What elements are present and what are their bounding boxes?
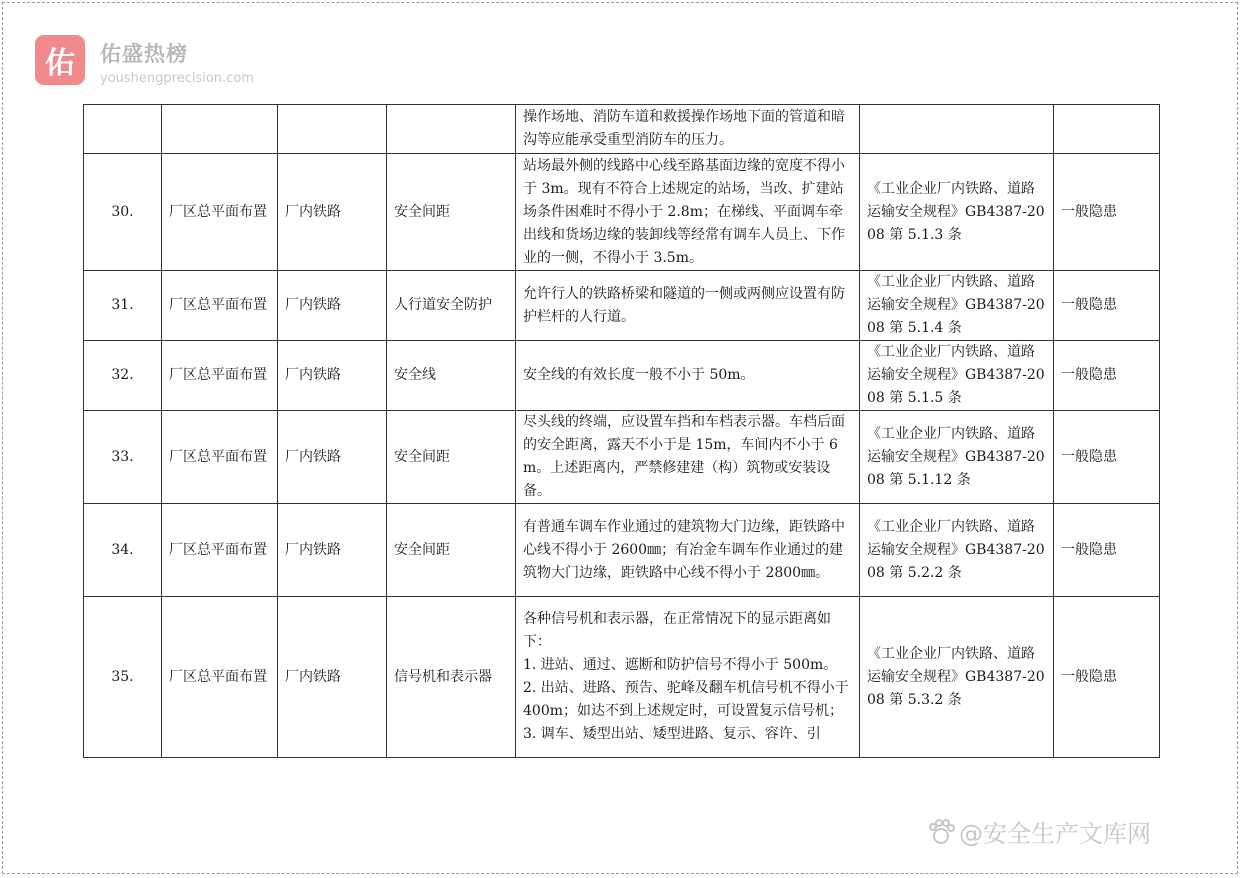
table-row: [84, 597, 1160, 758]
cell-content: 操作场地、消防车道和救援操作场地下面的管道和暗沟等应能承受重型消防车的压力。: [516, 105, 860, 154]
table-row: [84, 341, 1160, 411]
watermark-text: @安全生产文库网: [959, 820, 1151, 848]
cell-basis: 《工业企业厂内铁路、道路运输安全规程》GB4387-2008 第 5.1.5 条: [860, 341, 1054, 411]
cell-item: 安全间距: [387, 504, 516, 597]
cell-basis: 《工业企业厂内铁路、道路运输安全规程》GB4387-2008 第 5.2.2 条: [860, 504, 1054, 597]
cell-category: [162, 105, 278, 154]
cell-basis: [860, 105, 1054, 154]
watermark: [927, 814, 1151, 849]
cell-item: 安全间距: [387, 411, 516, 504]
cell-level: [1054, 105, 1160, 154]
brand-logo-char: 佑: [45, 46, 75, 81]
cell-item: 信号机和表示器: [387, 597, 516, 758]
cell-content: 各种信号机和表示器，在正常情况下的显示距离如下： 1. 进站、通过、遮断和防护信号不得小于 500m。 2. 出站、进路、预告、驼峰及翻车机信号机不得小于 400m；如达不到上述规定时，可设置复示信号机； 3. 调车、矮型出站、矮型进路、复示、容许、引: [516, 597, 860, 758]
cell-num: 35.: [84, 597, 162, 758]
cell-level: 一般隐患: [1054, 411, 1160, 504]
cell-level: 一般隐患: [1054, 271, 1160, 341]
cell-content: 允许行人的铁路桥梁和隧道的一侧或两侧应设置有防护栏杆的人行道。: [516, 271, 860, 341]
cell-sub: 厂内铁路: [278, 411, 387, 504]
cell-content: 安全线的有效长度一般不小于 50m。: [516, 341, 860, 411]
cell-content: 有普通车调车作业通过的建筑物大门边缘，距铁路中心线不得小于 2600㎜；有冶金车调车作业通过的建筑物大门边缘，距铁路中心线不得小于 2800㎜。: [516, 504, 860, 597]
cell-item: 安全间距: [387, 154, 516, 271]
hazard-table: [83, 104, 1160, 758]
cell-level: 一般隐患: [1054, 341, 1160, 411]
cell-item: 人行道安全防护: [387, 271, 516, 341]
brand-name: 佑盛热榜: [100, 42, 188, 66]
cell-item: 安全线: [387, 341, 516, 411]
cell-basis: 《工业企业厂内铁路、道路运输安全规程》GB4387-2008 第 5.1.4 条: [860, 271, 1054, 341]
cell-category: 厂区总平面布置: [162, 504, 278, 597]
cell-category: 厂区总平面布置: [162, 597, 278, 758]
cell-category: 厂区总平面布置: [162, 411, 278, 504]
cell-sub: 厂内铁路: [278, 271, 387, 341]
cell-content: 尽头线的终端，应设置车挡和车档表示器。车档后面的安全距离，露天不小于是 15m，车间内不小于 6m。上述距离内，严禁修建建（构）筑物或安装设备。: [516, 411, 860, 504]
cell-sub: 厂内铁路: [278, 154, 387, 271]
cell-category: 厂区总平面布置: [162, 341, 278, 411]
table-row: [84, 154, 1160, 271]
cell-sub: 厂内铁路: [278, 504, 387, 597]
cell-basis: 《工业企业厂内铁路、道路运输安全规程》GB4387-2008 第 5.1.12 条: [860, 411, 1054, 504]
cell-level: 一般隐患: [1054, 597, 1160, 758]
cell-basis: 《工业企业厂内铁路、道路运输安全规程》GB4387-2008 第 5.1.3 条: [860, 154, 1054, 271]
cell-sub: 厂内铁路: [278, 597, 387, 758]
cell-content: 站场最外侧的线路中心线至路基面边缘的宽度不得小于 3m。现有不符合上述规定的站场，当改、扩建站场条件困难时不得小于 2.8m；在梯线、平面调车牵出线和货场边缘的装卸线等经常有调车人员上、下作业的一侧，不得小于 3.5m。: [516, 154, 860, 271]
cell-level: 一般隐患: [1054, 504, 1160, 597]
cell-item: [387, 105, 516, 154]
cell-num: 33.: [84, 411, 162, 504]
cell-num: 32.: [84, 341, 162, 411]
brand-url: youshengprecision.com: [100, 71, 254, 86]
cell-sub: 厂内铁路: [278, 341, 387, 411]
paw-icon: [927, 818, 955, 846]
cell-num: 31.: [84, 271, 162, 341]
table-row: [84, 411, 1160, 504]
cell-basis: 《工业企业厂内铁路、道路运输安全规程》GB4387-2008 第 5.3.2 条: [860, 597, 1054, 758]
cell-num: 30.: [84, 154, 162, 271]
brand-logo: [35, 35, 85, 85]
cell-category: 厂区总平面布置: [162, 154, 278, 271]
table-row: [84, 504, 1160, 597]
cell-num: 34.: [84, 504, 162, 597]
cell-level: 一般隐患: [1054, 154, 1160, 271]
cell-sub: [278, 105, 387, 154]
cell-num: [84, 105, 162, 154]
table-row: [84, 271, 1160, 341]
cell-category: 厂区总平面布置: [162, 271, 278, 341]
table-row-continuation: [84, 105, 1160, 154]
